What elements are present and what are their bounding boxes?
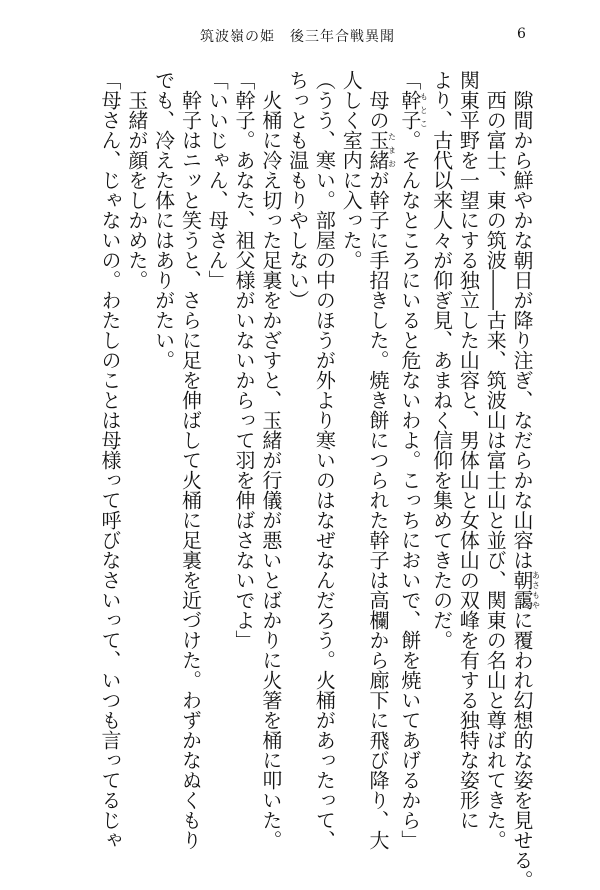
text-line: 隙間から鮮やかな朝日が降り注ぎ、なだらかな山容は朝靄あさもやに覆われ幻想的な姿を見せる。 <box>510 90 541 890</box>
vertical-body-text <box>36 70 541 890</box>
text-line: 「幹子。あなた、祖父様がいないからって羽を伸ばさないでよ」 <box>232 70 257 650</box>
text-line: 「幹子もとこ。そんなところにいると危ないわよ。こっちにおいで、餅を焼いてあげるから」 <box>397 70 429 850</box>
text-line: ちっとも温もりやしない） <box>285 70 310 310</box>
text-line: 火桶に冷え切った足裏をかざすと、玉緒が行儀が悪いとばかりに火箸を桶に叩いた。 <box>258 90 283 850</box>
text-line: 西の富士、東の筑波――古来、筑波山は富士山と並び、関東の名山と尊ばれてきた。 <box>483 90 508 850</box>
text-line: 玉緒が顔をしかめた。 <box>124 90 149 290</box>
page-number: 6 <box>517 26 526 42</box>
text-line: 人しく室内に入った。 <box>339 70 364 270</box>
text-line: 幹子はニッと笑うと、さらに足を伸ばして火桶に足裏を近づけた。わずかなぬくもり <box>178 90 203 850</box>
text-line: でも、冷えた体にはありがたい。 <box>151 70 176 370</box>
text-line: 関東平野を一望にする独立した山容と、男体山と女体山の双峰を有する独特な姿形に <box>456 70 481 830</box>
text-line: 「母さん、じゃないの。わたしのことは母様って呼びなさいって、いつも言ってるじゃ <box>98 70 123 850</box>
text-line: 「いいじゃん、母さん」 <box>205 70 230 290</box>
running-header <box>0 26 600 46</box>
furigana: 玉緒たまお <box>366 130 397 170</box>
running-title: 筑波嶺の姫 後三年合戦異聞 <box>200 29 395 45</box>
text-line: より、古代以来人々が仰ぎ見、あまねく信仰を集めてきたのだ。 <box>429 70 454 650</box>
furigana: 幹子もとこ <box>397 90 429 130</box>
text-line: 母の玉緒たまおが幹子に手招きした。焼き餅につられた幹子は高欄から廊下に飛び降り、大 <box>366 90 397 850</box>
furigana: 朝靄あさもや <box>510 570 541 610</box>
text-line: （うう、寒い。部屋の中のほうが外より寒いのはなぜなんだろう。火桶があったって、 <box>312 70 337 850</box>
